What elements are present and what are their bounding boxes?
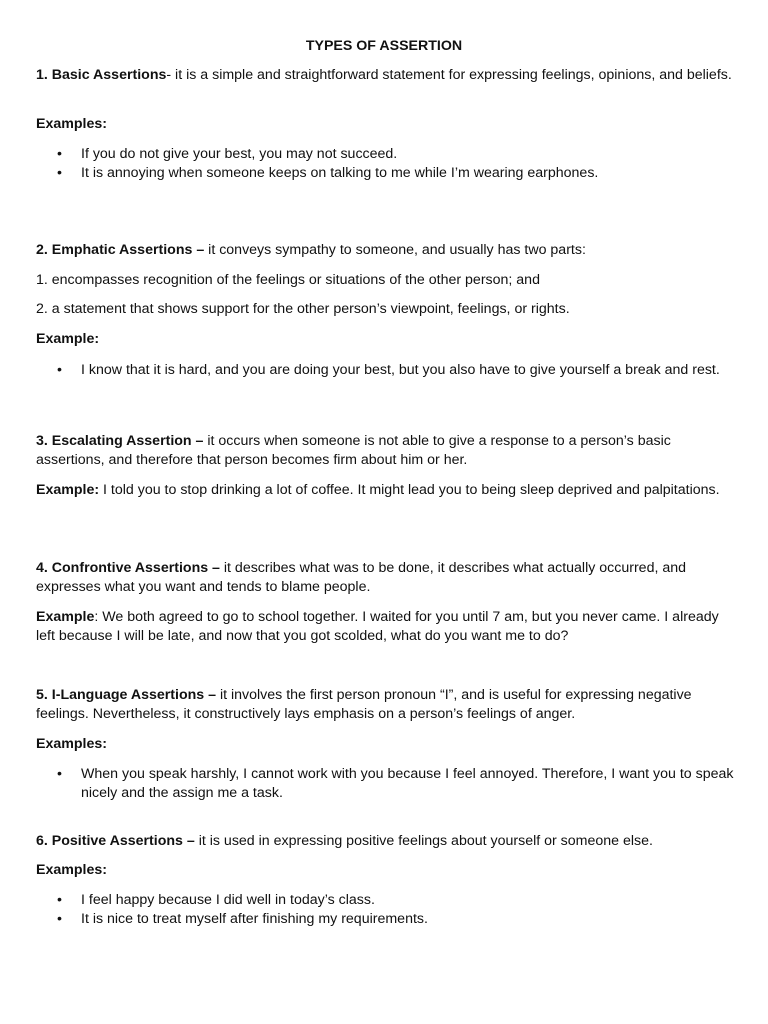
section-heading: 5. I-Language Assertions – <box>36 687 217 703</box>
list-item: • When you speak harshly, I cannot work with you because I feel annoyed. Therefore, I want you to speak nicely and the assign me a task. <box>36 765 736 803</box>
examples-label: Examples: <box>36 862 107 878</box>
list-item: • I feel happy because I did well in today’s class. <box>36 891 736 910</box>
document-title: TYPES OF ASSERTION <box>305 38 463 54</box>
example-text: : We both agreed to go to school together. I waited for you until 7 am, but you never came. I already left because I will be late, and now that you got scolded, what do you want me to do? <box>36 609 719 644</box>
list-item: • It is annoying when someone keeps on talking to me while I’m wearing earphones. <box>36 164 736 183</box>
examples-list <box>36 765 736 803</box>
list-item: • I know that it is hard, and you are doing your best, but you also have to give yourself a break and rest. <box>36 361 736 380</box>
examples-list <box>36 145 736 183</box>
examples-list <box>36 891 736 929</box>
section-text: it is used in expressing positive feelings about yourself or someone else. <box>194 833 653 849</box>
section-text: it occurs when someone is not able to give a response to a person’s basic assertions, and therefore that person becomes firm about him or her. <box>36 433 671 468</box>
section-emphatic-assertions <box>36 241 736 260</box>
section-heading: 4. Confrontive Assertions – <box>36 560 220 576</box>
examples-label: Examples: <box>36 116 107 132</box>
section-text: it describes what was to be done, it describes what actually occurred, and expresses what you want and tends to blame people. <box>36 560 687 595</box>
example-paragraph <box>36 481 736 500</box>
section-text: - it is a simple and straightforward statement for expressing feelings, opinions, and beliefs. <box>166 67 732 83</box>
example-label: Example <box>36 609 95 625</box>
section-text: it conveys sympathy to someone, and usually has two parts: <box>204 242 586 258</box>
section-heading: 6. Positive Assertions – <box>36 833 195 849</box>
example-paragraph <box>36 608 736 646</box>
example-label: Example: <box>36 331 100 347</box>
example-label: Example: <box>36 482 100 498</box>
section-i-language-assertions <box>36 686 736 724</box>
section-positive-assertions <box>36 832 736 851</box>
section-text: it involves the first person pronoun “I”, and is useful for expressing negative feelings. Nevertheless, it constructively lays emphasis on a person’s feelings of anger. <box>36 687 692 722</box>
numbered-point-2: 2. a statement that shows support for the other person’s viewpoint, feelings, or rights. <box>36 301 570 317</box>
section-escalating-assertion <box>36 432 736 470</box>
section-heading: 1. Basic Assertions <box>36 67 167 83</box>
examples-list <box>36 361 736 380</box>
numbered-point-1: 1. encompasses recognition of the feelings or situations of the other person; and <box>36 272 540 288</box>
section-heading: 2. Emphatic Assertions – <box>36 242 205 258</box>
list-item: • If you do not give your best, you may not succeed. <box>36 145 736 164</box>
example-text: I told you to stop drinking a lot of coffee. It might lead you to being sleep deprived and palpitations. <box>99 482 720 498</box>
section-heading: 3. Escalating Assertion – <box>36 433 204 449</box>
section-confrontive-assertions <box>36 559 736 597</box>
section-basic-assertions <box>36 66 736 85</box>
list-item: • It is nice to treat myself after finishing my requirements. <box>36 910 736 929</box>
examples-label: Examples: <box>36 736 107 752</box>
